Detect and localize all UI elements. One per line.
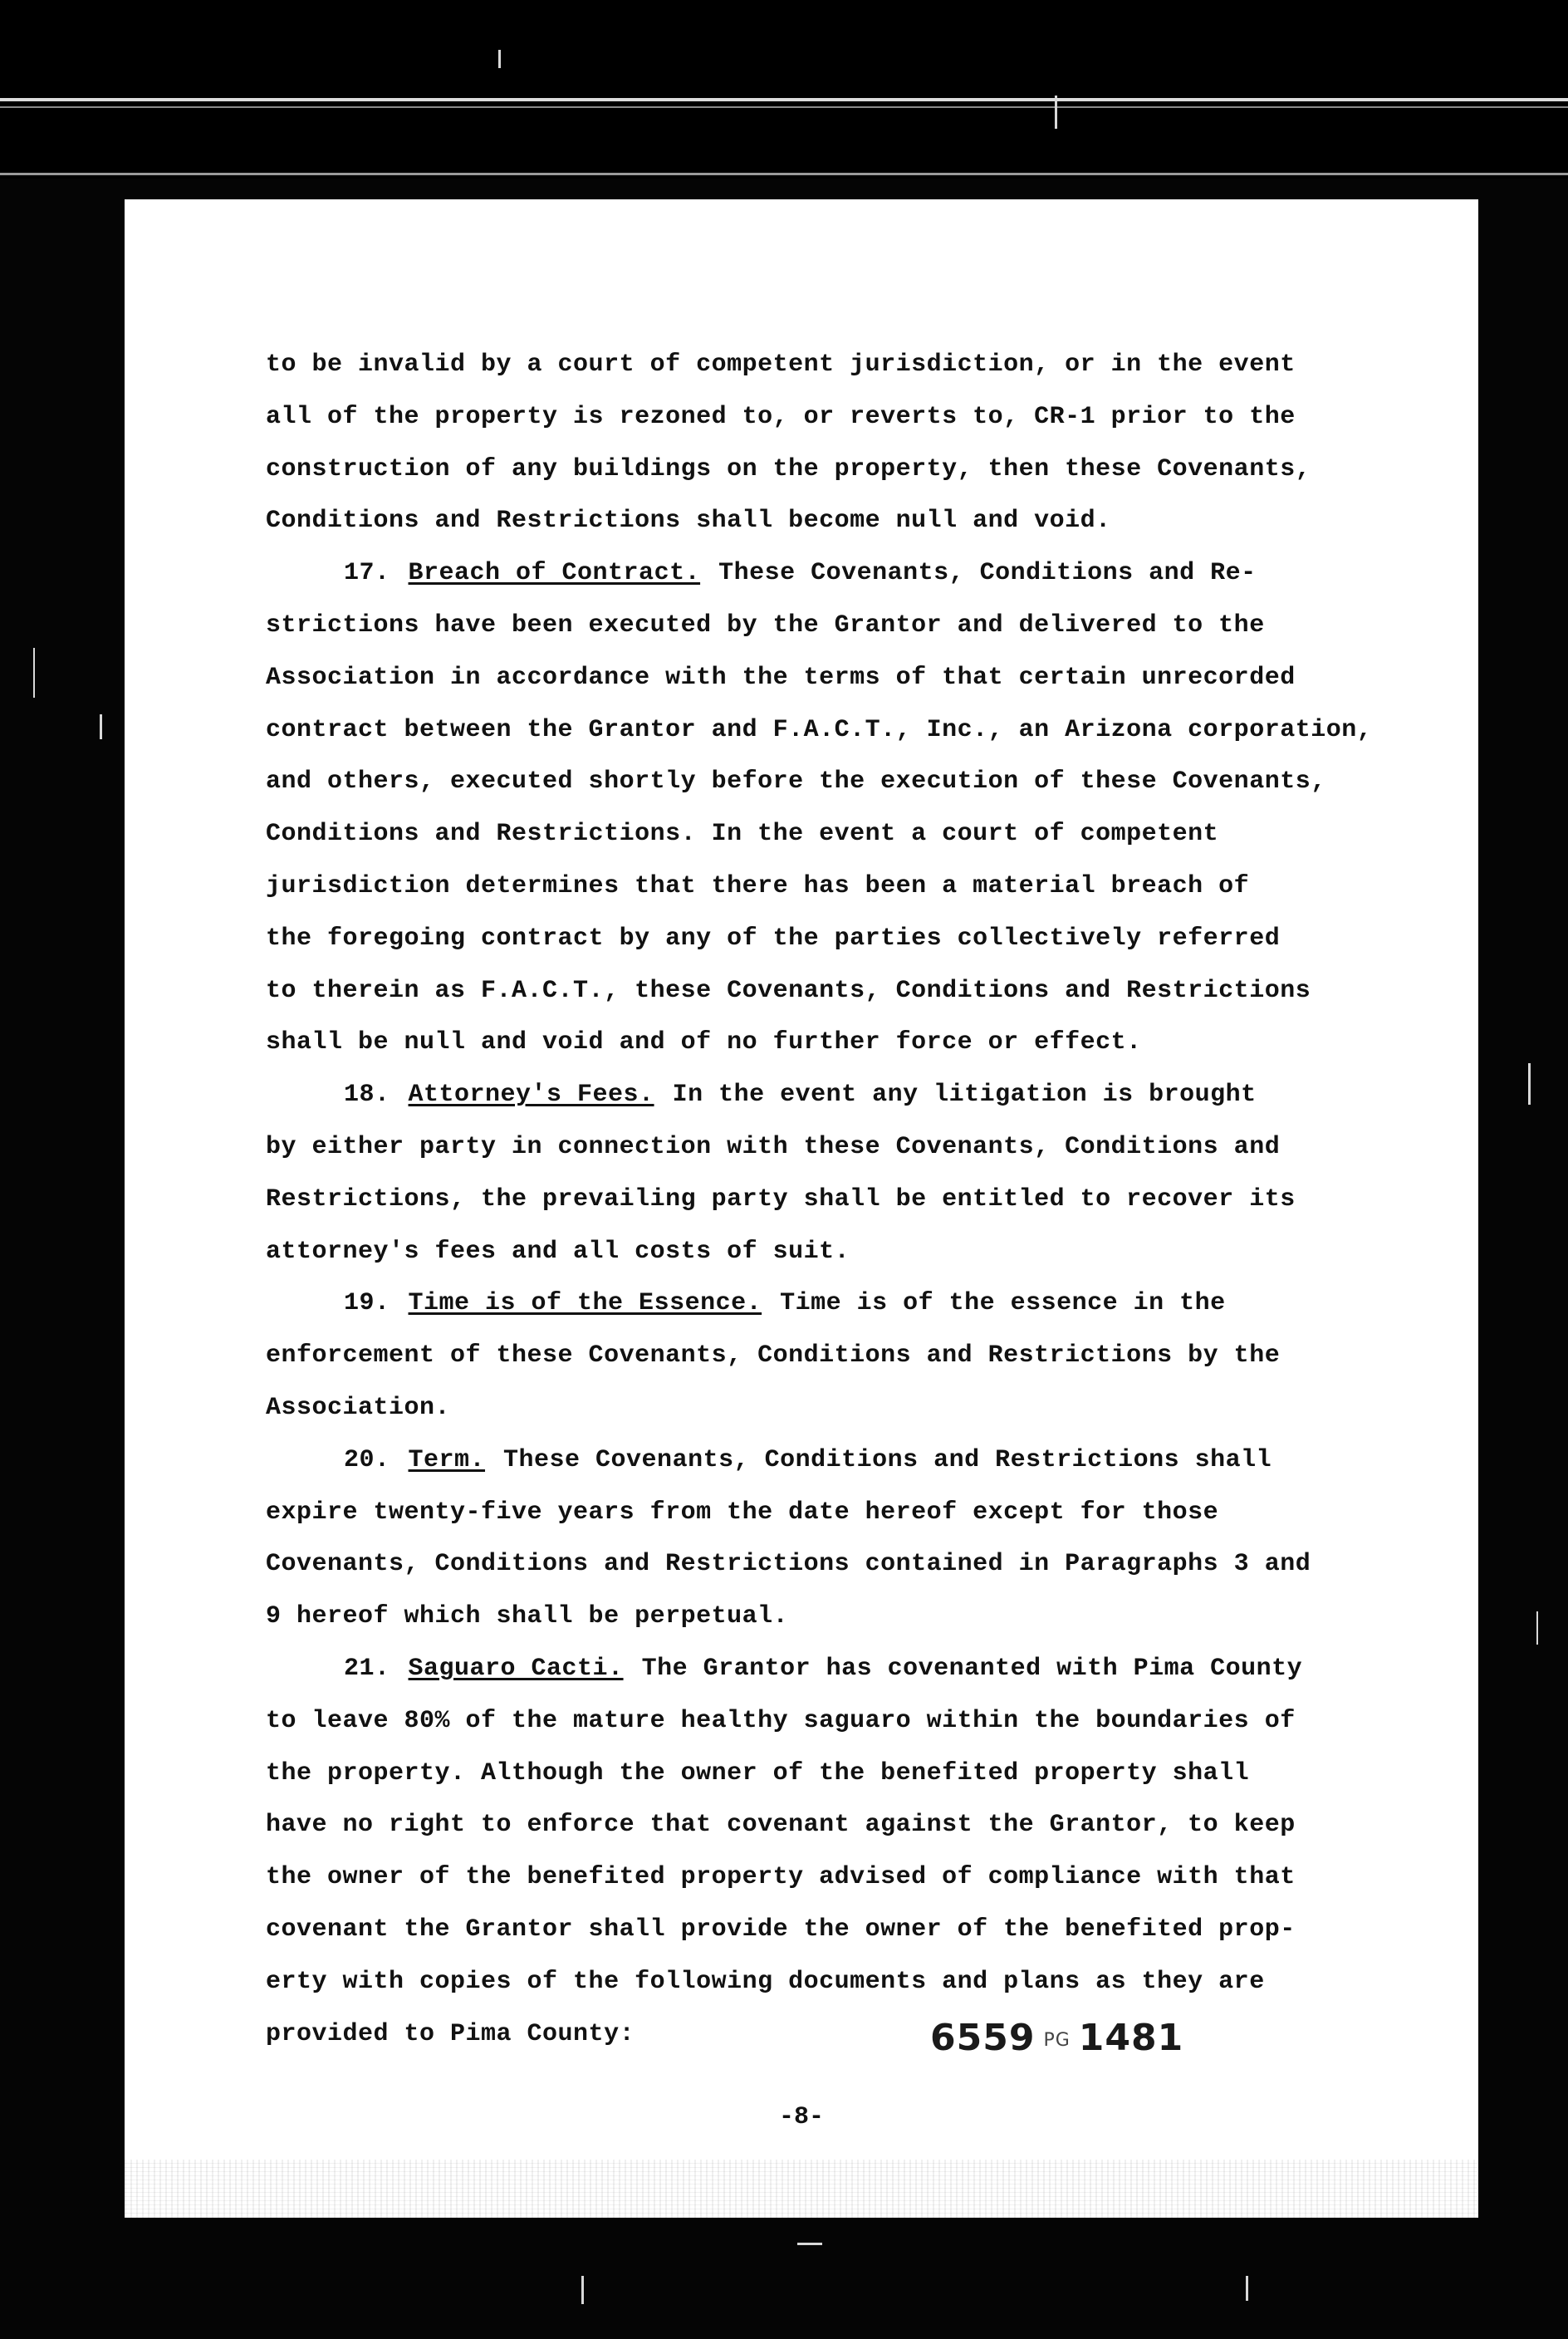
text-line: strictions have been executed by the Grantor and delivered to the	[266, 610, 1265, 640]
text-line: construction of any buildings on the property, then these Covenants,	[266, 454, 1311, 483]
scan-rule	[0, 173, 1568, 175]
paragraph-19	[266, 1277, 1420, 1434]
text-line: Covenants, Conditions and Restrictions contained in Paragraphs 3 and	[266, 1550, 1311, 1579]
text-line: The Grantor has covenanted with Pima County	[641, 1654, 1303, 1683]
paragraph-heading: Term.	[408, 1445, 486, 1474]
text-line: and others, executed shortly before the execution of these Covenants,	[266, 767, 1326, 797]
scan-speck	[581, 2276, 584, 2304]
paragraph-number: 18.	[344, 1081, 390, 1110]
paragraph-21	[266, 1643, 1420, 2060]
scan-rule	[0, 106, 1568, 108]
paragraph-number: 20.	[344, 1445, 390, 1474]
text-line: jurisdiction determines that there has been a material breach of	[266, 871, 1250, 900]
text-line: Association.	[266, 1393, 451, 1422]
text-line: Conditions and Restrictions shall become null and void.	[266, 507, 1111, 536]
text-line: shall be null and void and of no further force or effect.	[266, 1028, 1142, 1057]
scan-noise	[125, 2160, 1478, 2218]
text-line: expire twenty-five years from the date hereof except for those	[266, 1498, 1219, 1527]
text-line: contract between the Grantor and F.A.C.T., Inc., an Arizona corporation,	[266, 715, 1373, 744]
recording-docket: 6559	[930, 2017, 1036, 2059]
text-line: erty with copies of the following documents and plans as they are	[266, 1967, 1265, 1996]
text-line: covenant the Grantor shall provide the owner of the benefited prop-	[266, 1915, 1296, 1944]
paragraph-heading: Breach of Contract.	[408, 559, 701, 588]
text-line: attorney's fees and all costs of suit.	[266, 1237, 850, 1266]
scan-speck	[1246, 2276, 1248, 2301]
text-line: the property. Although the owner of the benefited property shall	[266, 1758, 1250, 1787]
paragraph-number: 21.	[344, 1654, 390, 1683]
paragraph-number: 17.	[344, 559, 390, 588]
scan-speck	[33, 648, 35, 698]
text-line: provided to Pima County:	[266, 2019, 635, 2048]
scan-speck	[100, 714, 102, 739]
document-body	[266, 339, 1420, 2060]
paragraph-20	[266, 1434, 1420, 1643]
scan-speck	[1055, 96, 1057, 129]
text-line: Association in accordance with the terms of that certain unrecorded	[266, 663, 1296, 692]
scan-speck	[498, 50, 501, 68]
text-line: These Covenants, Conditions and Re-	[718, 559, 1257, 588]
recording-page: 1481	[1078, 2017, 1184, 2059]
paragraph-number: 19.	[344, 1289, 390, 1318]
text-line: Conditions and Restrictions. In the event a court of competent	[266, 820, 1219, 849]
recording-mark: PG	[1043, 2029, 1071, 2051]
text-line: to leave 80% of the mature healthy saguaro within the boundaries of	[266, 1706, 1296, 1735]
scan-speck	[1536, 1611, 1538, 1645]
text-line: to be invalid by a court of competent jurisdiction, or in the event	[266, 351, 1296, 379]
scan-top-band	[0, 0, 1568, 179]
recording-stamp	[930, 2017, 1183, 2059]
text-line: These Covenants, Conditions and Restrictions shall	[503, 1445, 1272, 1474]
text-line: the foregoing contract by any of the parties collectively referred	[266, 924, 1281, 953]
document-page	[125, 199, 1478, 2218]
text-line: the owner of the benefited property advised of compliance with that	[266, 1863, 1296, 1892]
page-number: -8-	[778, 2103, 824, 2131]
text-line: 9 hereof which shall be perpetual.	[266, 1602, 789, 1631]
paragraph-heading: Time is of the Essence.	[408, 1289, 762, 1318]
scan-rule	[0, 98, 1568, 101]
text-line: by either party in connection with these Covenants, Conditions and	[266, 1132, 1281, 1161]
text-line: all of the property is rezoned to, or reverts to, CR-1 prior to the	[266, 402, 1296, 431]
text-line: In the event any litigation is brought	[672, 1081, 1257, 1110]
paragraph-17	[266, 547, 1420, 1069]
text-line: have no right to enforce that covenant against the Grantor, to keep	[266, 1811, 1296, 1840]
scan-speck	[797, 2243, 822, 2245]
text-line: Time is of the essence in the	[780, 1289, 1226, 1318]
intro-paragraph	[266, 339, 1420, 547]
text-line: to therein as F.A.C.T., these Covenants, Conditions and Restrictions	[266, 976, 1311, 1005]
text-line: enforcement of these Covenants, Conditions and Restrictions by the	[266, 1341, 1281, 1371]
text-line: Restrictions, the prevailing party shall be entitled to recover its	[266, 1184, 1296, 1214]
paragraph-heading: Attorney's Fees.	[408, 1081, 654, 1110]
scan-speck	[1528, 1063, 1531, 1105]
paragraph-heading: Saguaro Cacti.	[408, 1654, 624, 1683]
paragraph-18	[266, 1069, 1420, 1277]
